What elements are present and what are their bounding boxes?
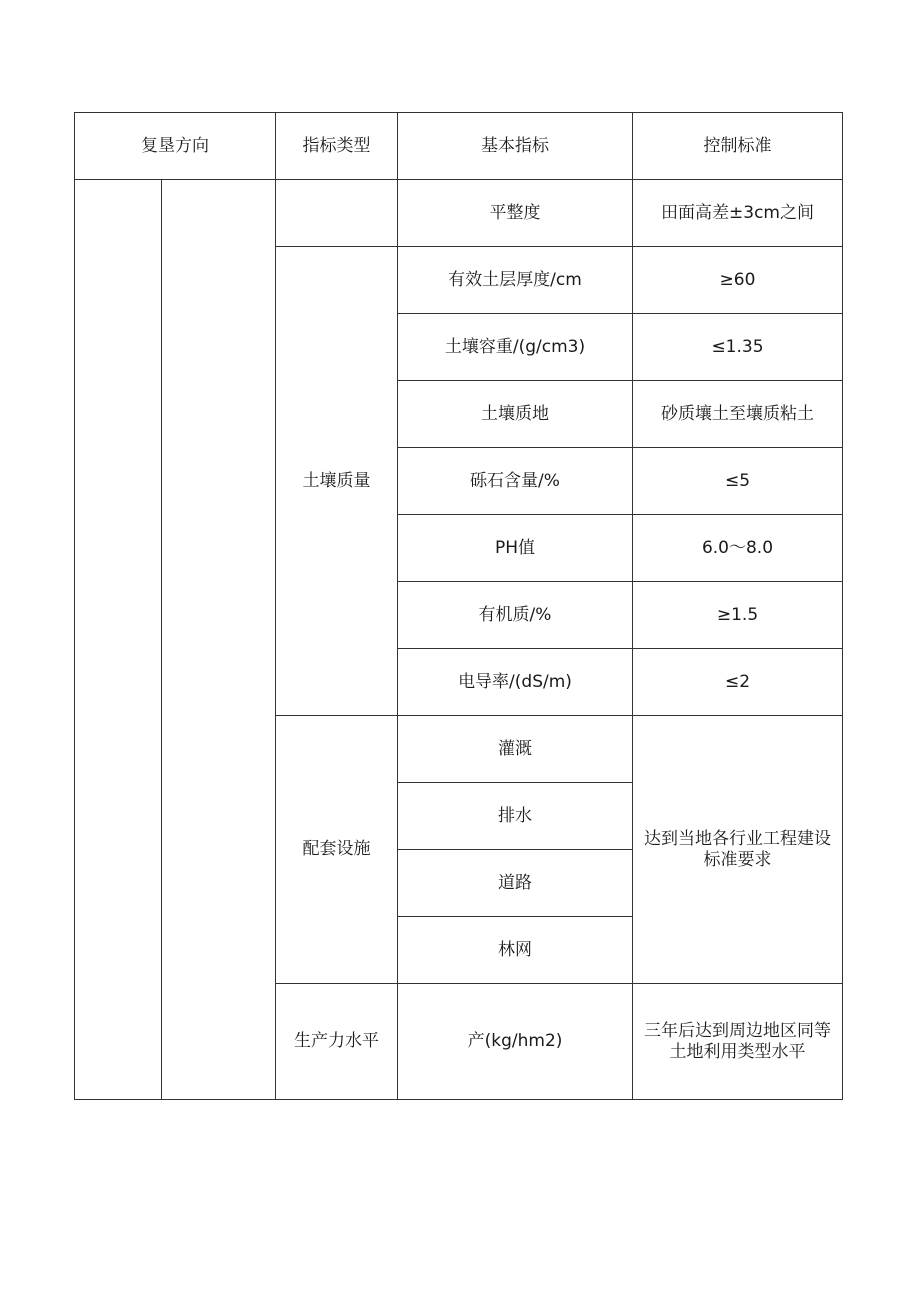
indicator-cell: 土壤容重/(g/cm3) (398, 314, 633, 381)
type-soil-quality: 土壤质量 (276, 247, 398, 716)
standard-cell: 田面高差±3cm之间 (633, 180, 843, 247)
table-header-row (75, 113, 843, 180)
standard-cell: ≤2 (633, 649, 843, 716)
standard-cell-facilities: 达到当地各行业工程建设标准要求 (633, 716, 843, 984)
type-productivity: 生产力水平 (276, 984, 398, 1100)
header-direction: 复垦方向 (75, 113, 276, 180)
indicator-cell: 道路 (398, 850, 633, 917)
reclamation-standard-table (74, 112, 843, 1100)
table-row (75, 180, 843, 247)
standard-cell: 砂质壤土至壤质粘土 (633, 381, 843, 448)
indicator-cell: PH值 (398, 515, 633, 582)
header-basic-indicator: 基本指标 (398, 113, 633, 180)
indicator-cell: 土壤质地 (398, 381, 633, 448)
header-control-standard: 控制标准 (633, 113, 843, 180)
standard-cell: ≤1.35 (633, 314, 843, 381)
standard-cell-productivity: 三年后达到周边地区同等土地利用类型水平 (633, 984, 843, 1100)
indicator-cell: 砾石含量/% (398, 448, 633, 515)
indicator-cell: 产(kg/hm2) (398, 984, 633, 1100)
indicator-cell: 有机质/% (398, 582, 633, 649)
indicator-cell: 电导率/(dS/m) (398, 649, 633, 716)
type-facilities: 配套设施 (276, 716, 398, 984)
indicator-cell: 排水 (398, 783, 633, 850)
type-cell-empty (276, 180, 398, 247)
direction-cell-right (162, 180, 276, 1100)
indicator-cell: 平整度 (398, 180, 633, 247)
standard-cell: ≤5 (633, 448, 843, 515)
header-indicator-type: 指标类型 (276, 113, 398, 180)
standard-cell: 6.0～8.0 (633, 515, 843, 582)
standard-cell: ≥1.5 (633, 582, 843, 649)
indicator-cell: 灌溉 (398, 716, 633, 783)
direction-cell-left (75, 180, 162, 1100)
indicator-cell: 有效土层厚度/cm (398, 247, 633, 314)
standard-cell: ≥60 (633, 247, 843, 314)
indicator-cell: 林网 (398, 917, 633, 984)
